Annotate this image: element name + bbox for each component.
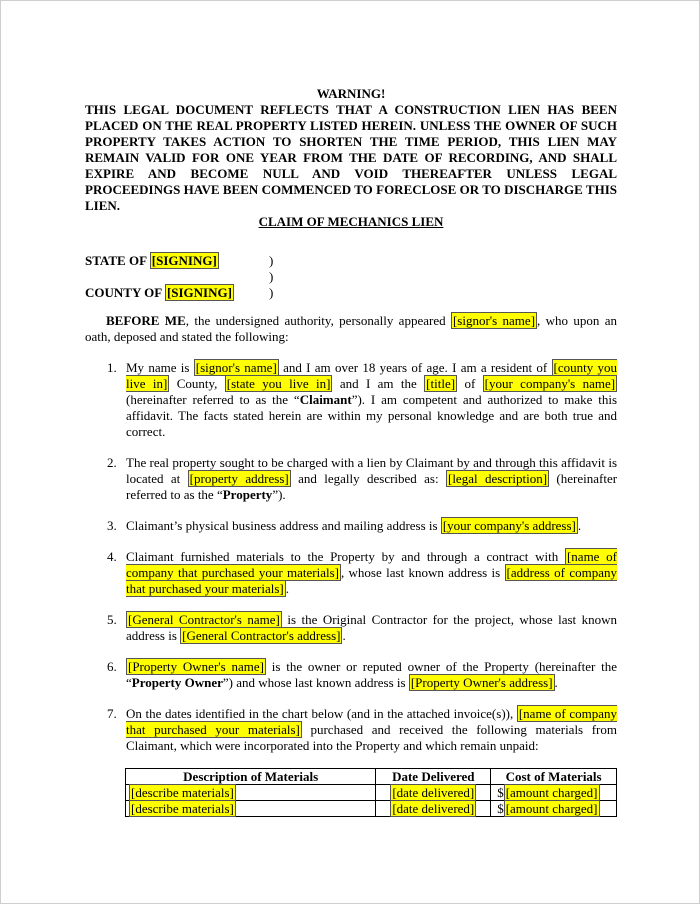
item-text: is the owner or reputed owner of the Property (hereinafter the “: [126, 659, 618, 690]
property-address-field[interactable]: [property address]: [189, 471, 289, 486]
state-label: STATE OF: [85, 253, 147, 268]
list-item: [85, 549, 617, 597]
claim-title: CLAIM OF MECHANICS LIEN: [258, 214, 444, 229]
item-number: 6.: [107, 659, 117, 674]
state-signing-field[interactable]: [SIGNING]: [151, 253, 217, 268]
currency-symbol: $: [497, 785, 504, 800]
company-name-field[interactable]: [your company's name]: [484, 376, 616, 391]
column-header: Date Delivered: [376, 769, 491, 785]
currency-symbol: $: [497, 801, 504, 816]
signor-name-field[interactable]: [signor's name]: [195, 360, 277, 375]
legal-description-field[interactable]: [legal description]: [447, 471, 548, 486]
intro-paragraph: [85, 313, 617, 345]
defined-term: Claimant: [299, 392, 352, 407]
intro-lead: BEFORE ME: [106, 313, 186, 328]
item-number: 4.: [107, 549, 117, 564]
purchaser-address-field[interactable]: [address of company that purchased your materials]: [126, 565, 617, 596]
table-header-row: [126, 769, 617, 785]
purchaser-name-field[interactable]: [name of company that purchased your materials]: [126, 706, 618, 737]
description-cell: [126, 785, 376, 801]
amount-charged-field[interactable]: [amount charged]: [505, 785, 598, 800]
item-text: .: [342, 628, 346, 643]
venue-block: [85, 253, 617, 299]
item-text: County,: [176, 376, 218, 391]
column-header: Description of Materials: [126, 769, 376, 785]
date-delivered-field[interactable]: [date delivered]: [392, 785, 475, 800]
item-text: is the Original Contractor for the project, whose last known address is: [126, 612, 618, 643]
venue-paren: ): [269, 269, 274, 284]
intro-text: , who upon an oath, deposed and stated the following:: [85, 313, 617, 344]
list-item: [85, 455, 617, 503]
venue-paren: ): [269, 285, 274, 300]
venue-paren: ): [269, 253, 274, 268]
state-field[interactable]: [state you live in]: [226, 376, 331, 391]
describe-materials-field[interactable]: [describe materials]: [131, 801, 234, 816]
item-text: and I am the: [339, 376, 417, 391]
item-text: , whose last known address is: [340, 565, 501, 580]
cost-cell: [491, 785, 617, 801]
item-text: ”) and whose last known address is: [222, 675, 406, 690]
date-cell: [376, 785, 491, 801]
county-signing-field[interactable]: [SIGNING]: [166, 285, 232, 300]
date-delivered-field[interactable]: [date delivered]: [392, 801, 475, 816]
item-number: 7.: [107, 706, 117, 721]
county-label: COUNTY OF: [85, 285, 162, 300]
item-number: 5.: [107, 612, 117, 627]
date-cell: [376, 801, 491, 817]
contractor-address-field[interactable]: [General Contractor's address]: [182, 628, 341, 643]
list-item: [85, 659, 617, 691]
item-text: and legally described as:: [298, 471, 439, 486]
item-text: ”). I am competent and authorized to make this affidavit. The facts stated herein are within my personal knowledge and are both true and correct.: [126, 392, 618, 439]
item-text: .: [577, 518, 582, 533]
table-row: [126, 801, 617, 817]
owner-address-field[interactable]: [Property Owner's address]: [410, 675, 553, 690]
county-field[interactable]: [county you live in]: [126, 360, 618, 391]
list-item: [85, 518, 617, 534]
defined-term: Property: [222, 487, 273, 502]
item-number: 3.: [107, 518, 117, 533]
item-text: Claimant’s physical business address and mailing address is: [126, 518, 438, 533]
contractor-name-field[interactable]: [General Contractor's name]: [128, 612, 280, 627]
describe-materials-field[interactable]: [describe materials]: [131, 785, 234, 800]
signor-name-field[interactable]: [signor's name]: [452, 313, 536, 328]
list-item: [85, 706, 617, 754]
list-item: [85, 612, 617, 644]
state-line: [85, 253, 219, 269]
intro-text: , the undersigned authority, personally appeared: [185, 313, 446, 328]
item-text: purchased and received the following materials from Claimant, which were incorporated into the Property and which remain unpaid:: [126, 722, 618, 753]
item-text: (hereinafter referred to as the “: [126, 471, 618, 502]
item-text: .: [285, 581, 289, 596]
item-text: .: [554, 675, 558, 690]
document-body: [85, 86, 617, 817]
item-text: of: [464, 376, 476, 391]
item-text: Claimant furnished materials to the Property by and through a contract with: [126, 549, 559, 564]
item-text: On the dates identified in the chart below (and in the attached invoice(s)),: [126, 706, 514, 721]
defined-term: Property Owner: [131, 675, 223, 690]
cost-cell: [491, 801, 617, 817]
column-header: Cost of Materials: [491, 769, 617, 785]
county-line: [85, 285, 234, 301]
table-row: [126, 785, 617, 801]
list-item: [85, 360, 617, 440]
amount-charged-field[interactable]: [amount charged]: [505, 801, 598, 816]
item-text: and I am over 18 years of age. I am a resident of: [283, 360, 548, 375]
item-number: 2.: [107, 455, 117, 470]
item-text: (hereinafter referred to as the “: [126, 392, 300, 407]
description-cell: [126, 801, 376, 817]
warning-body: THIS LEGAL DOCUMENT REFLECTS THAT A CONSTRUCTION LIEN HAS BEEN PLACED ON THE REAL PROPERTY LISTED HEREIN. UNLESS THE OWNER OF SUCH PROPERTY TAKES ACTION TO SHORTEN THE TIME PERIOD, THIS LIEN MAY REMAIN VALID FOR ONE YEAR FROM THE DATE OF RECORDING, AND SHALL EXPIRE AND BECOME NULL AND VOID THEREAFTER UNLESS LEGAL PROCEEDINGS HAVE BEEN COMMENCED TO FORECLOSE OR TO DISCHARGE THIS LIEN.: [85, 102, 617, 213]
item-text: My name is: [126, 360, 190, 375]
warning-title: WARNING!: [316, 86, 386, 101]
item-number: 1.: [107, 360, 117, 375]
item-text: The real property sought to be charged with a lien by Claimant by and through this affidavit is located at: [126, 455, 617, 486]
title-field[interactable]: [title]: [426, 376, 456, 391]
purchaser-name-field[interactable]: [name of company that purchased your materials]: [126, 549, 618, 580]
company-address-field[interactable]: [your company's address]: [442, 518, 576, 533]
materials-table: [125, 768, 617, 817]
statement-list: [85, 360, 617, 754]
item-text: ”).: [272, 487, 286, 502]
owner-name-field[interactable]: [Property Owner's name]: [128, 659, 264, 674]
